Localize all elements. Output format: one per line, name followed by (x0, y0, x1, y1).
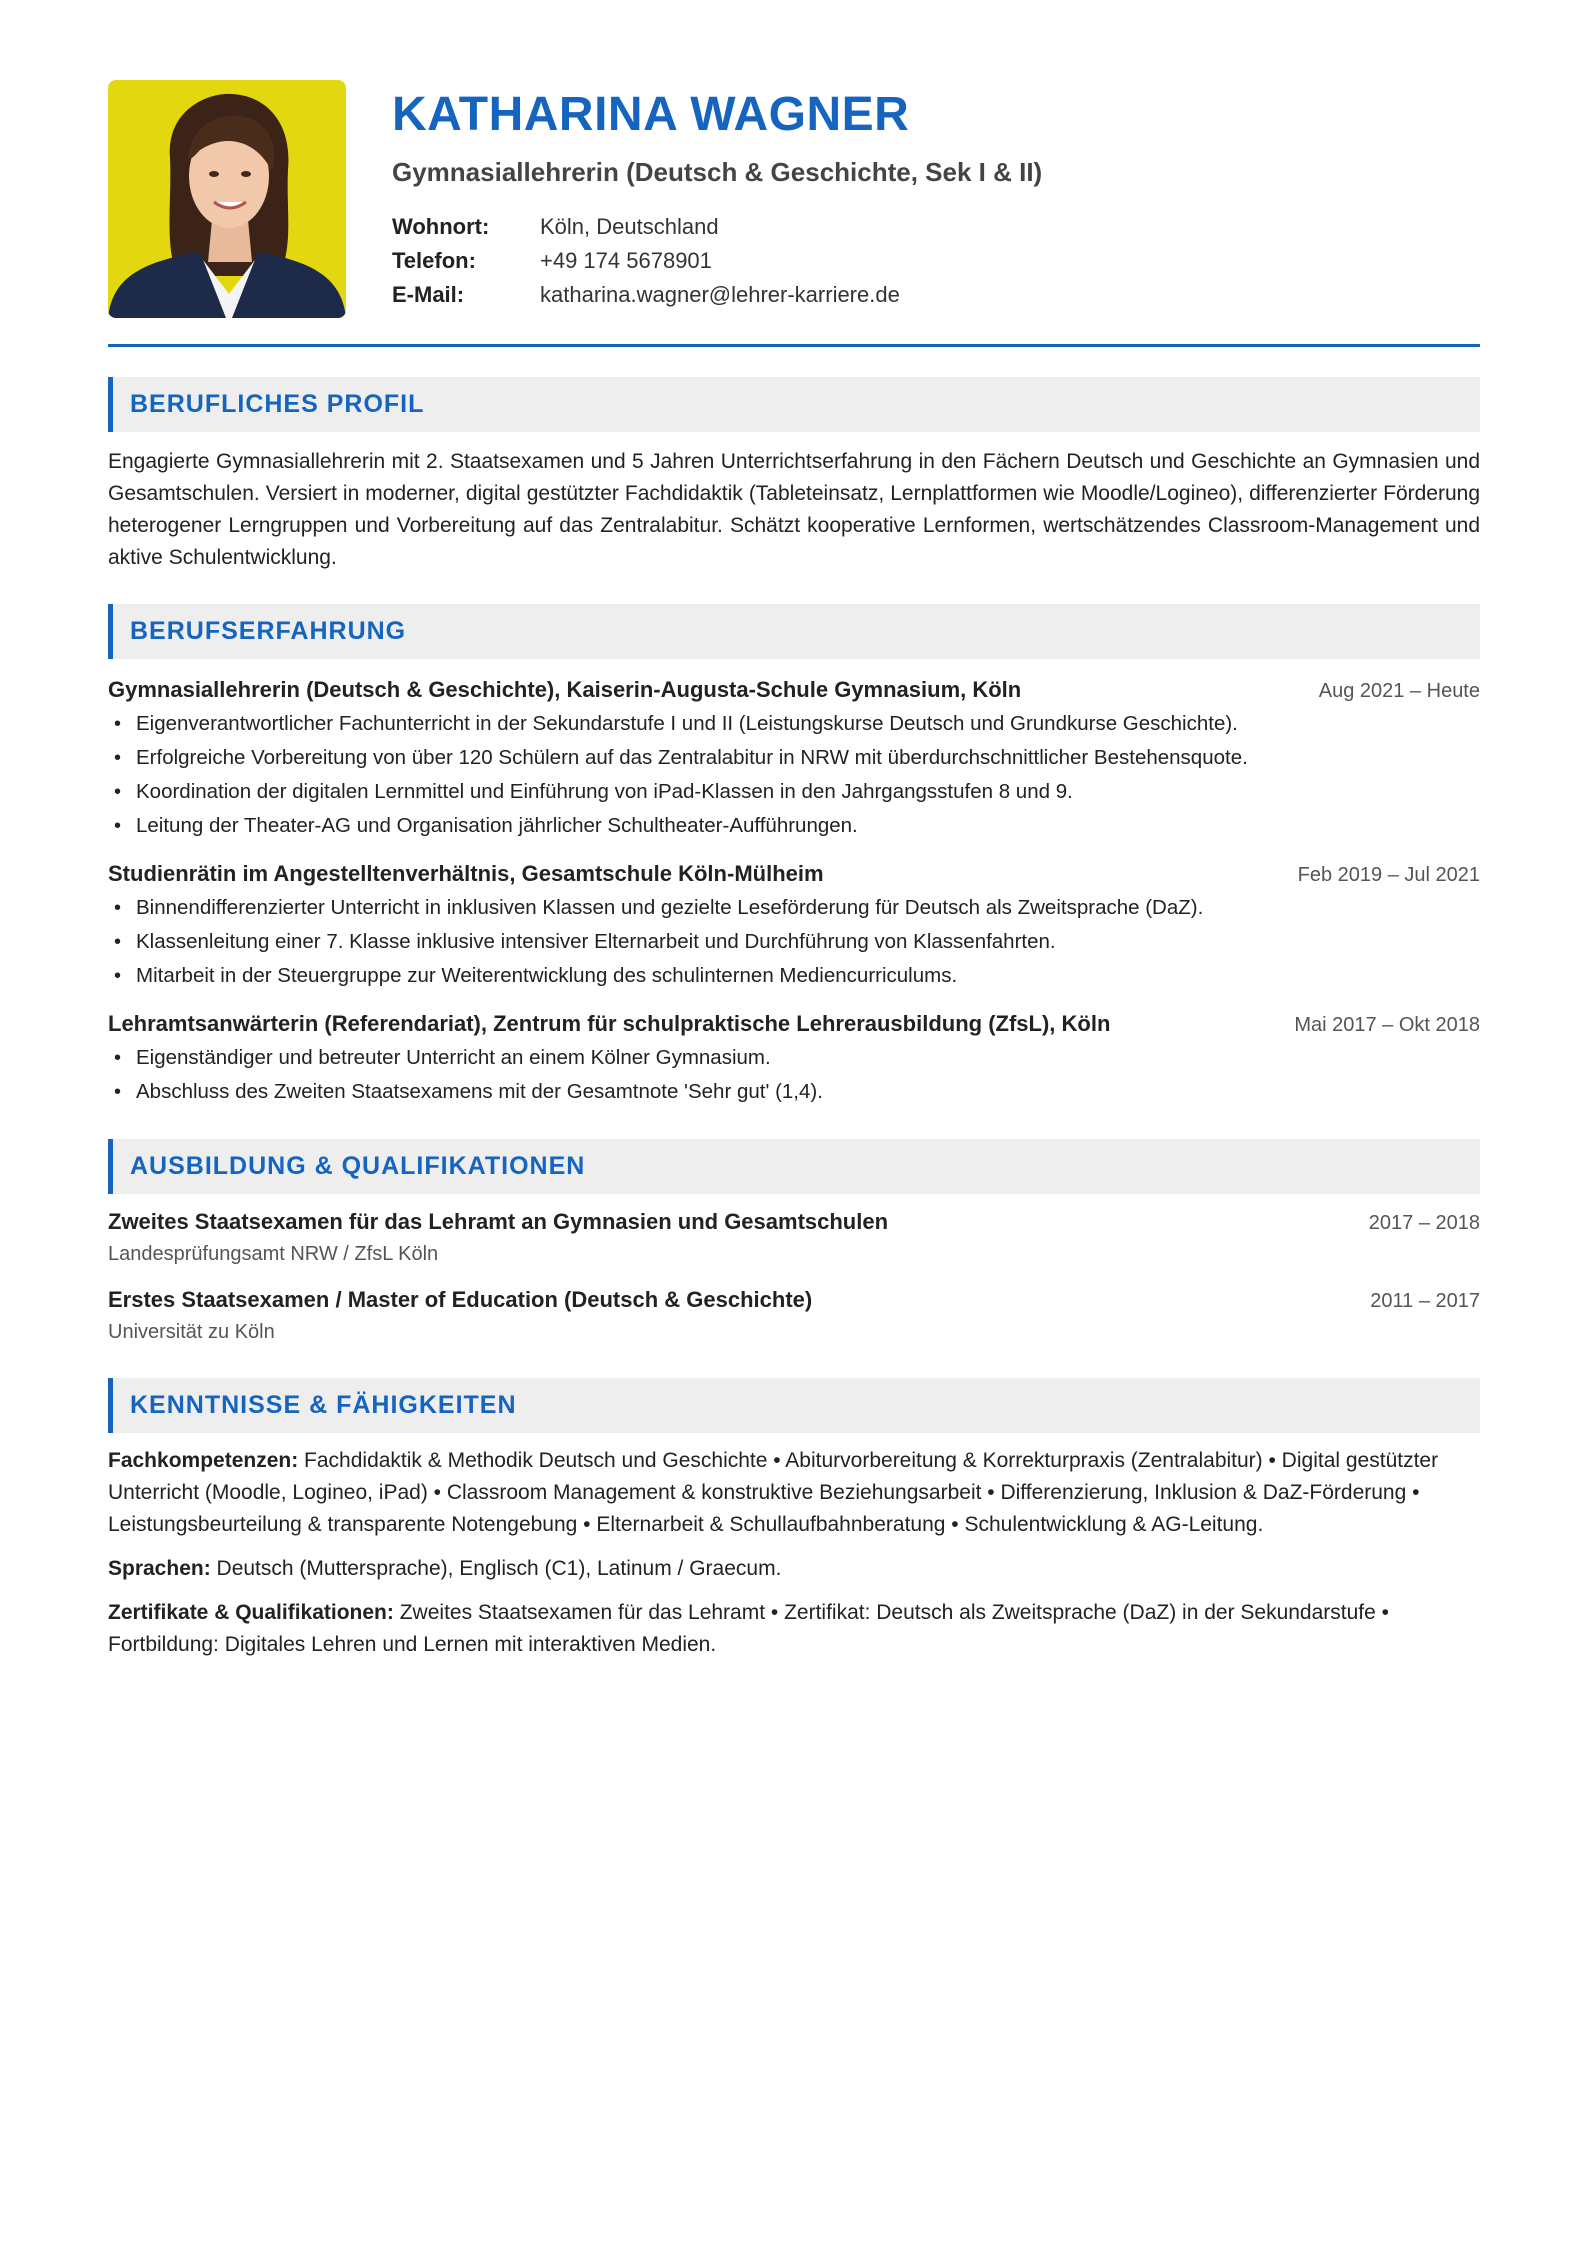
education-header (108, 1284, 1480, 1316)
skill-label: Zertifikate & Qualifikationen: (108, 1601, 394, 1624)
education-institution: Universität zu Köln (108, 1321, 275, 1343)
education-title: Erstes Staatsexamen / Master of Education (Deutsch & Geschichte) (108, 1287, 813, 1312)
section-title: BERUFLICHES PROFIL (130, 390, 425, 418)
job-date: Aug 2021 – Heute (1318, 680, 1480, 702)
job-date: Feb 2019 – Jul 2021 (1297, 864, 1480, 886)
job-bullet: • Klassenleitung einer 7. Klasse inklusive intensiver Elternarbeit und Durchführung von Klassenfahrten. (108, 925, 1480, 959)
education-entry (108, 1206, 1480, 1270)
header-info (392, 80, 1042, 312)
job-bullet: • Mitarbeit in der Steuergruppe zur Weiterentwicklung des schulinternen Mediencurriculums. (108, 959, 1480, 993)
job-entry (108, 675, 1480, 843)
skill-text: Fachdidaktik & Methodik Deutsch und Geschichte • Abiturvorbereitung & Korrekturpraxis (Zentralabitur) • Digital gestützter Unterricht (Moodle, Logineo, iPad) • Classroom Management & konstruktive Beziehungsarbeit • Differenzierung, Inklusion & DaZ-Förderung • Leistungsbeurteilung & transparente Notengebung • Elternarbeit & Schullaufbahnberatung • Schulentwicklung & AG-Leitung. (108, 1449, 1439, 1536)
section-title: BERUFSERFAHRUNG (130, 617, 407, 645)
section-header-profile (108, 377, 1480, 432)
education-entry (108, 1284, 1480, 1348)
contact-value: +49 174 5678901 (540, 248, 712, 273)
job-entry (108, 1009, 1480, 1109)
job-title: Gymnasiallehrerin (Deutsch & Geschichte), Kaiserin-Augusta-Schule Gymnasium, Köln (108, 677, 1022, 702)
contact-value: Köln, Deutschland (540, 214, 719, 239)
contact-location (392, 210, 1042, 244)
job-bullets (108, 1041, 1480, 1109)
education-date: 2011 – 2017 (1370, 1290, 1480, 1312)
education-header (108, 1206, 1480, 1238)
skill-text: Deutsch (Muttersprache), Englisch (C1), Latinum / Graecum. (210, 1557, 782, 1580)
resume-header (108, 80, 1480, 320)
education-institution: Landesprüfungsamt NRW / ZfsL Köln (108, 1243, 439, 1265)
section-header-experience (108, 604, 1480, 659)
skill-paragraph (108, 1445, 1480, 1541)
section-header-skills (108, 1378, 1480, 1433)
job-subtitle: Gymnasiallehrerin (Deutsch & Geschichte, Sek I & II) (392, 157, 1043, 187)
contact-email (392, 278, 1042, 312)
education-date: 2017 – 2018 (1368, 1212, 1480, 1234)
job-bullet: • Abschluss des Zweiten Staatsexamens mit der Gesamtnote 'Sehr gut' (1,4). (108, 1075, 1480, 1109)
skill-label: Sprachen: (108, 1557, 211, 1580)
job-date: Mai 2017 – Okt 2018 (1294, 1014, 1480, 1036)
contact-block (392, 210, 1042, 312)
job-entry (108, 859, 1480, 993)
contact-phone (392, 244, 1042, 278)
profile-text: Engagierte Gymnasiallehrerin mit 2. Staatsexamen und 5 Jahren Unterrichtserfahrung in den Fächern Deutsch und Geschichte an Gymnasien und Gesamtschulen. Versiert in moderner, digital gestützter Fachdidaktik (Tableteinsatz, Lernplattformen wie Moodle/Logineo), differenzierter Förderung heterogener Lerngruppen und Vorbereitung auf das Zentralabitur. Schätzt kooperative Lernformen, wertschätzendes Classroom-Management und aktive Schulentwicklung. (108, 450, 1480, 569)
person-portrait-icon (108, 80, 346, 318)
candidate-name: KATHARINA WAGNER (392, 88, 910, 141)
profile-photo (108, 80, 346, 318)
contact-label: Telefon: (392, 248, 476, 273)
job-bullet: • Koordination der digitalen Lernmittel und Einführung von iPad-Klassen in den Jahrgangsstufen 8 und 9. (108, 775, 1480, 809)
job-bullet: • Erfolgreiche Vorbereitung von über 120 Schülern auf das Zentralabitur in NRW mit überdurchschnittlicher Bestehensquote. (108, 741, 1480, 775)
job-header (108, 859, 1480, 889)
job-header (108, 1009, 1480, 1039)
contact-value: katharina.wagner@lehrer-karriere.de (540, 282, 900, 307)
job-title: Studienrätin im Angestelltenverhältnis, Gesamtschule Köln-Mülheim (108, 861, 824, 886)
skill-text: Zweites Staatsexamen für das Lehramt • Zertifikat: Deutsch als Zweitsprache (DaZ) in der Sekundarstufe • Fortbildung: Digitales Lehren und Lernen mit interaktiven Medien. (108, 1601, 1390, 1656)
education-title: Zweites Staatsexamen für das Lehramt an Gymnasien und Gesamtschulen (108, 1209, 889, 1234)
skill-label: Fachkompetenzen: (108, 1449, 299, 1472)
header-divider (108, 344, 1480, 347)
skill-paragraph (108, 1597, 1480, 1661)
section-title: KENNTNISSE & FÄHIGKEITEN (130, 1391, 517, 1419)
job-bullet: • Eigenständiger und betreuter Unterricht an einem Kölner Gymnasium. (108, 1041, 1480, 1075)
skill-paragraph (108, 1553, 1480, 1585)
job-bullets (108, 891, 1480, 993)
job-title: Lehramtsanwärterin (Referendariat), Zentrum für schulpraktische Lehrerausbildung (ZfsL), Köln (108, 1011, 1111, 1036)
job-bullet: • Binnendifferenzierter Unterricht in inklusiven Klassen und gezielte Leseförderung für Deutsch als Zweitsprache (DaZ). (108, 891, 1480, 925)
section-header-education (108, 1139, 1480, 1194)
section-title: AUSBILDUNG & QUALIFIKATIONEN (130, 1152, 586, 1180)
job-bullet: • Leitung der Theater-AG und Organisation jährlicher Schultheater-Aufführungen. (108, 809, 1480, 843)
contact-label: E-Mail: (392, 282, 465, 307)
contact-label: Wohnort: (392, 214, 490, 239)
job-header (108, 675, 1480, 705)
job-bullet: • Eigenverantwortlicher Fachunterricht in der Sekundarstufe I und II (Leistungskurse Deutsch und Grundkurse Geschichte). (108, 707, 1480, 741)
job-bullets (108, 707, 1480, 843)
